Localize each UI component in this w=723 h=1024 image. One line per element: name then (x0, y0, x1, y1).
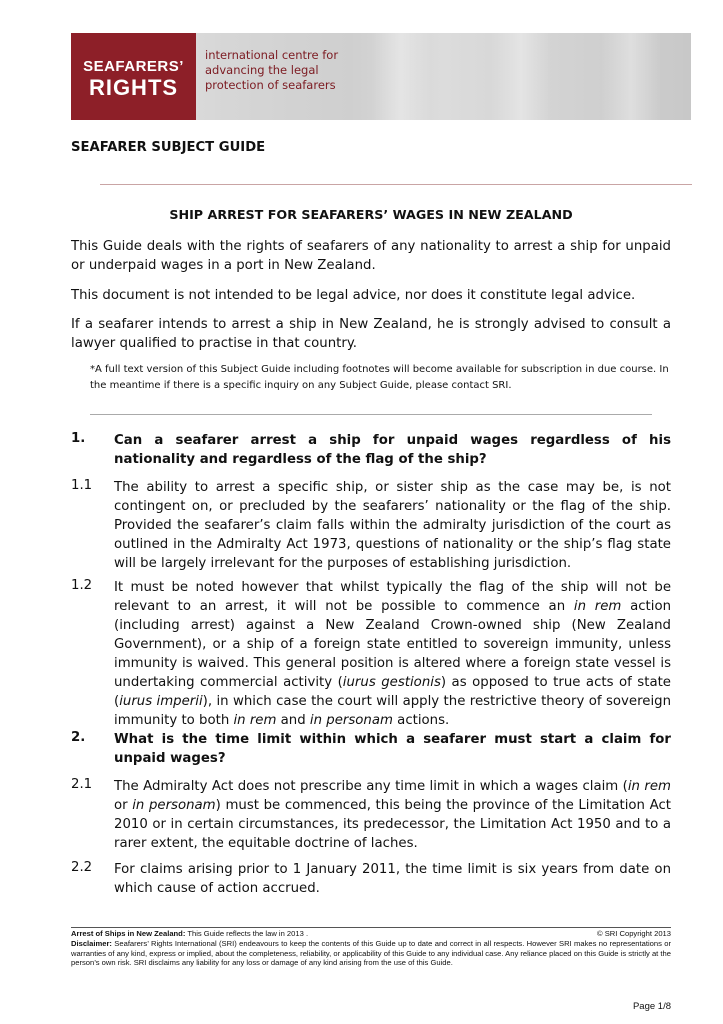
page-number: Page 1/8 (632, 1001, 671, 1012)
latin-term: in personam (132, 798, 216, 813)
clause-text (114, 777, 671, 853)
subject-heading: SEAFARER SUBJECT GUIDE (71, 140, 266, 155)
section-question: Can a seafarer arrest a ship for unpaid wages regardless of his nationality and regardless of the flag of the ship? (114, 433, 671, 467)
clause-text-run: and (276, 713, 310, 728)
clause-number: 2.1 (71, 777, 93, 792)
copyright-notice: © SRI Copyright 2013 (597, 929, 671, 938)
section-number: 1. (71, 431, 86, 446)
logo-text-bottom: RIGHTS (88, 75, 179, 100)
header-banner (71, 33, 691, 120)
clause-text-run: ) must be commenced, this being the province of the Limitation Act 2010 or in certain circumstances, its predecessor, the Limitation Act 1950 and to a rarer extent, the equitable doctrine of laches. (114, 798, 671, 851)
section-number: 2. (71, 730, 86, 745)
latin-term: in personam (309, 713, 393, 728)
divider (90, 414, 652, 415)
clause-text: The ability to arrest a specific ship, or sister ship as the case may be, is not contingent on, or precluded by the seafarers’ nationality or the flag of the ship. Provided the seafarer’s claim falls within the admiralty jurisdiction of the court as outlined in the Admiralty Act 1973, questions of nationality or the ship’s flag state will be largely irrelevant for the purposes of establishing jurisdiction. (114, 480, 671, 571)
intro-paragraph: This document is not intended to be legal advice, nor does it constitute legal advice. (71, 288, 636, 303)
tagline-line: advancing the legal (205, 63, 319, 77)
document-title: SHIP ARREST FOR SEAFARERS’ WAGES IN NEW ZEALAND (169, 207, 573, 222)
footer-disclaimer (71, 939, 671, 968)
disclaimer-text: Seafarers’ Rights International (SRI) endeavours to keep the contents of this Guide up to date and correct in all respects. However SRI makes no representations or warranties of any kind, express or implied, about the completeness, reliability, or applicability of this Guide to any individual case. Any reliance placed on this Guide is strictly at the person’s own risk. SRI disclaims any liability for any loss or damage of any kind arising from the use of this Guide. (71, 939, 671, 967)
clause-text-run: actions. (392, 713, 450, 728)
clause-number: 2.2 (71, 860, 93, 875)
latin-term: in rem (233, 713, 277, 728)
footer-law-label: Arrest of Ships in New Zealand: (71, 929, 186, 938)
divider (100, 184, 692, 185)
footnote-note: *A full text version of this Subject Guide including footnotes will become available for subscription in due course. In the meantime if there is a specific inquiry on any Subject Guide, please contact SRI. (90, 364, 669, 391)
section-question: What is the time limit within which a seafarer must start a claim for unpaid wages? (114, 732, 671, 766)
clause-text (114, 578, 671, 730)
clause-text-run: It must be noted however that whilst typically the flag of the ship will not be relevant to an arrest, it will not be possible to commence an (114, 580, 671, 614)
tagline-line: protection of seafarers (205, 78, 336, 92)
banner-decoration (601, 33, 661, 120)
disclaimer-label: Disclaimer: (71, 939, 112, 948)
banner-decoration (371, 33, 431, 120)
clause-text-run: ), in which case the court will apply the restrictive theory of sovereign immunity to both (114, 694, 672, 728)
organisation-tagline (205, 48, 365, 93)
banner-decoration (491, 33, 551, 120)
footer-law-line (71, 929, 671, 939)
clause-text-run: ) as opposed to true acts of state ( (114, 675, 671, 709)
clause-text-run: action (including arrest) against a New Zealand Crown-owned ship (New Zealand Government), or a ship of a foreign state entitled to sovereign immunity, unless immunity is waived. This general position is altered where a foreign state vessel is undertaking commercial activity ( (114, 599, 672, 690)
tagline-line: international centre for (205, 48, 339, 62)
seafarers-rights-logo (71, 33, 196, 120)
footer-law-text: This Guide reflects the law in 2013 . (185, 929, 309, 938)
latin-term: iurus imperii (119, 694, 203, 709)
footer-divider (71, 927, 671, 928)
intro-paragraph: This Guide deals with the rights of seafarers of any nationality to arrest a ship for unpaid or underpaid wages in a port in New Zealand. (71, 239, 671, 273)
intro-paragraph: If a seafarer intends to arrest a ship in New Zealand, he is strongly advised to consult a lawyer qualified to practise in that country. (71, 317, 671, 351)
clause-number: 1.1 (71, 478, 93, 493)
clause-number: 1.2 (71, 578, 93, 593)
clause-text-run: The Admiralty Act does not prescribe any time limit in which a wages claim ( (114, 779, 628, 794)
clause-text: For claims arising prior to 1 January 2011, the time limit is six years from date on which cause of action accrued. (114, 862, 671, 896)
logo-text-top: SEAFARERS’ (83, 58, 184, 75)
latin-term: iurus gestionis (342, 675, 441, 690)
latin-term: in rem (627, 779, 671, 794)
clause-text-run: or (114, 798, 133, 813)
latin-term: in rem (573, 599, 622, 614)
